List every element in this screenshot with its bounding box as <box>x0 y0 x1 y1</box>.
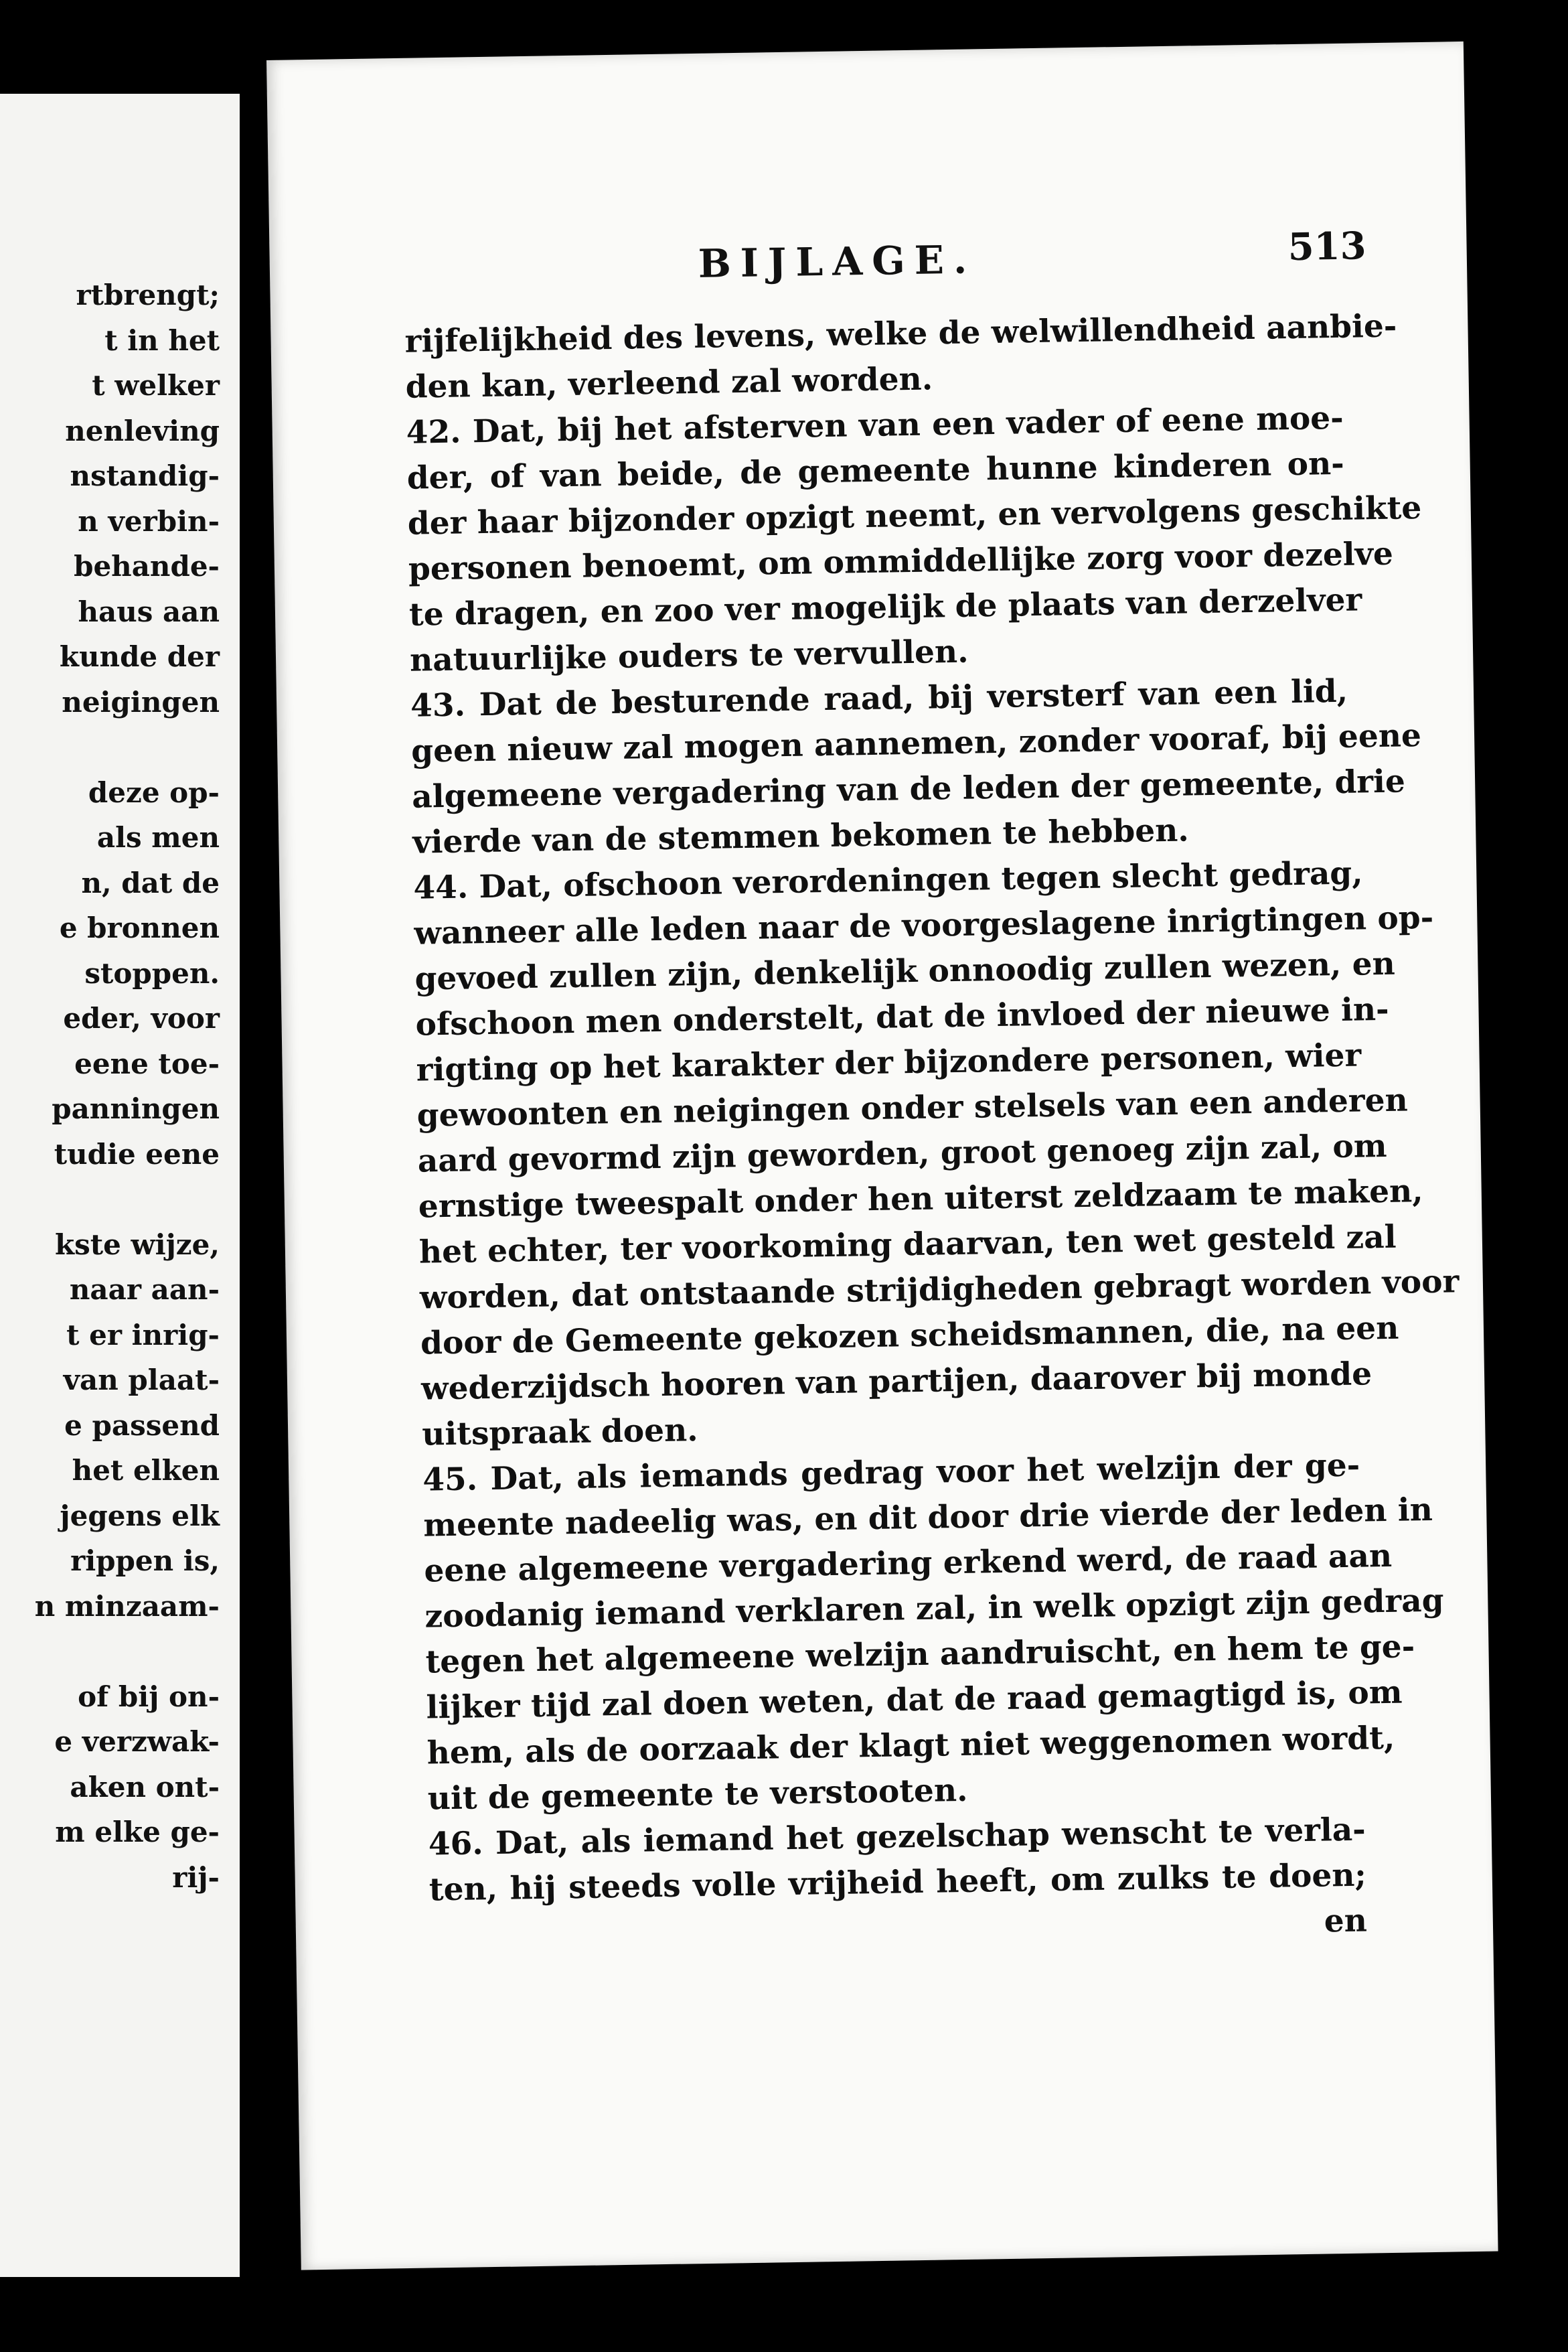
text-line: ten, hij steeds volle vrijheid heeft, om zulks te doen; <box>428 1856 1367 1909</box>
text-line: door de Gemeente gekozen scheidsmannen, die, na een <box>420 1309 1399 1362</box>
left-text-line: aken ont- <box>70 1770 220 1804</box>
text-line: personen benoemt, om ommiddellijke zorg voor dezelve <box>408 535 1394 588</box>
left-text-line: n verbin- <box>78 504 220 538</box>
left-text-line: nstandig- <box>70 459 220 492</box>
catchword: en <box>1324 1902 1368 1940</box>
text-line: hem, als de oorzaak der klagt niet weggenomen wordt, <box>426 1719 1395 1772</box>
text-line: der, of van beide, de gemeente hunne kinderen on- <box>406 445 1345 497</box>
text-line: te dragen, en zoo ver mogelijk de plaats van derzelver <box>408 581 1362 634</box>
text-line: zoodanig iemand verklaren zal, in welk opzigt zijn gedrag <box>424 1582 1444 1635</box>
page-number: 513 <box>1287 224 1367 270</box>
text-line: der haar bijzonder opzigt neemt, en vervolgens geschikte <box>407 489 1422 542</box>
text-line: tegen het algemeene welzijn aandruischt, en hem te ge- <box>425 1628 1415 1681</box>
text-line: wanneer alle leden naar de voorgeslagene inrigtingen op- <box>414 899 1434 952</box>
left-text-line: deze op- <box>88 776 220 809</box>
text-line: aard gevormd zijn geworden, groot genoeg zijn zal, om <box>417 1127 1387 1180</box>
left-text-line: t er inrig- <box>66 1318 220 1351</box>
left-text-line: of bij on- <box>78 1680 220 1713</box>
left-text-line: n, dat de <box>81 866 220 899</box>
right-page <box>266 42 1498 2270</box>
left-text-line: m elke ge- <box>55 1816 220 1848</box>
text-line: 42. Dat, bij het afsterven van een vader of eene moe- <box>406 399 1344 451</box>
text-line: uit de gemeente te verstooten. <box>427 1771 968 1818</box>
text-line: vierde van de stemmen bekomen te hebben. <box>412 812 1190 861</box>
left-text-line: eene toe- <box>74 1047 220 1080</box>
text-line: wederzijdsch hooren van partijen, daarover bij monde <box>420 1355 1373 1408</box>
left-text-line: haus aan <box>78 595 220 628</box>
left-text-line: neigingen <box>62 685 220 719</box>
left-text-line: eder, voor <box>63 1002 220 1035</box>
left-text-line: kunde der <box>59 640 220 673</box>
left-text-line: stoppen. <box>84 956 220 990</box>
left-text-line: behande- <box>74 550 220 583</box>
text-line: den kan, verleend zal worden. <box>405 360 933 406</box>
left-text-line: nenleving <box>65 414 220 447</box>
running-head: BIJLAGE. <box>698 236 977 287</box>
left-text-line: t welker <box>92 369 220 402</box>
left-text-line: rij- <box>172 1860 220 1894</box>
left-text-line: tudie eene <box>54 1137 220 1171</box>
text-line: algemeene vergadering van de leden der gemeente, drie <box>411 763 1406 816</box>
text-line: gevoed zullen zijn, denkelijk onnoodig zullen wezen, en <box>414 945 1396 998</box>
left-text-line: e verzwak- <box>54 1725 220 1758</box>
text-line: uitspraak doen. <box>421 1412 698 1453</box>
left-text-line: rippen is, <box>70 1544 220 1577</box>
left-text-line: panningen <box>52 1092 220 1125</box>
left-text-line: als men <box>96 821 220 854</box>
left-text-line: e passend <box>64 1408 220 1442</box>
left-page-fragment <box>0 94 240 2277</box>
left-text-line: jegens elk <box>60 1499 220 1532</box>
left-text-line: rtbrengt; <box>76 279 220 311</box>
text-line: meente nadeelig was, en dit door drie vierde der leden in <box>422 1491 1433 1544</box>
body-text <box>404 305 1460 1959</box>
text-line: 45. Dat, als iemands gedrag voor het welzijn der ge- <box>422 1447 1360 1499</box>
left-text-line: het elken <box>72 1454 220 1487</box>
text-line: lijker tijd zal doen weten, dat de raad gemagtigd is, om <box>426 1674 1403 1726</box>
left-text-line: kste wijze, <box>55 1228 220 1261</box>
text-line: rijfelijkheid des levens, welke de welwillendheid aanbie- <box>404 307 1397 360</box>
text-line: ernstige tweespalt onder hen uiterst zeldzaam te maken, <box>418 1173 1423 1226</box>
text-line: rigting op het karakter der bijzondere personen, wier <box>416 1037 1362 1089</box>
text-line: geen nieuw zal mogen aannemen, zonder vooraf, bij eene <box>410 717 1422 770</box>
text-line: natuurlijke ouders te vervullen. <box>409 633 969 679</box>
text-line: ofschoon men onderstelt, dat de invloed der nieuwe in- <box>415 990 1389 1043</box>
text-line: eene algemeene vergadering erkend werd, de raad aan <box>424 1537 1393 1590</box>
text-line: 44. Dat, ofschoon verordeningen tegen slecht gedrag, <box>413 855 1363 907</box>
left-text-line: van plaat- <box>63 1364 220 1396</box>
text-line: 46. Dat, als iemand het gezelschap wenscht te verla- <box>428 1811 1366 1863</box>
left-text-line: naar aan- <box>69 1273 220 1306</box>
left-text-line: e bronnen <box>59 911 220 944</box>
text-line: gewoonten en neigingen onder stelsels van een anderen <box>416 1082 1409 1134</box>
left-text-line: t in het <box>104 323 220 357</box>
text-line: het echter, ter voorkoming daarvan, ten wet gesteld zal <box>418 1218 1397 1271</box>
text-line: worden, dat ontstaande strijdigheden gebragt worden voor <box>419 1263 1460 1317</box>
text-line: 43. Dat de besturende raad, bij versterf van een lid, <box>410 672 1348 725</box>
left-text-line: n minzaam- <box>34 1589 220 1623</box>
